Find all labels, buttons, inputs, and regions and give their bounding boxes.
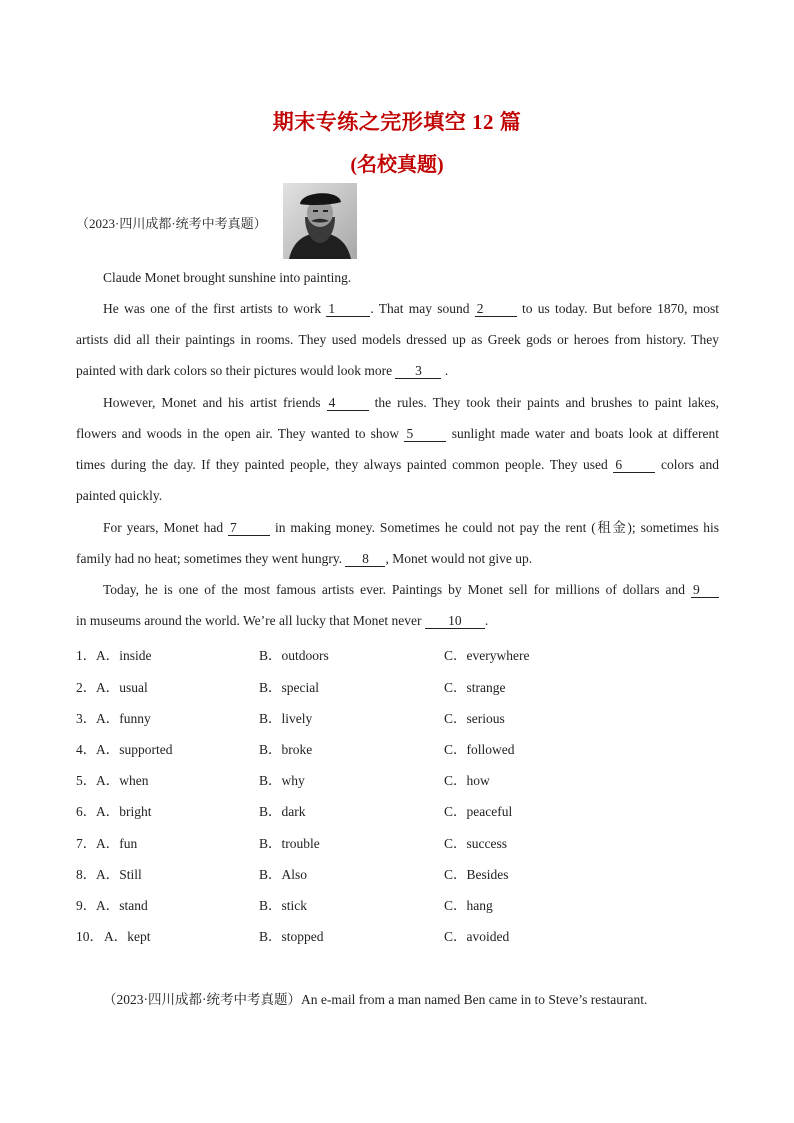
option-a[interactable]: A．inside: [96, 648, 152, 663]
passage-text: .: [444, 363, 449, 378]
option-c[interactable]: C．avoided: [444, 929, 510, 944]
passage-text: flowers and woods in the open air. They wanted to show: [76, 426, 400, 441]
page-subtitle: (名校真题): [350, 154, 444, 176]
blank-2: 2: [475, 301, 517, 317]
option-b[interactable]: B．broke: [259, 742, 313, 757]
question-number: 2．: [76, 680, 97, 695]
blank-7: 7: [228, 520, 270, 536]
passage-line: [76, 574, 719, 605]
option-c[interactable]: C．success: [444, 836, 507, 851]
passage-line: Claude Monet brought sunshine into painting.: [103, 270, 352, 285]
passage-paragraph-4: [76, 574, 719, 636]
option-b[interactable]: B．stopped: [259, 929, 324, 944]
option-c[interactable]: C．strange: [444, 680, 506, 695]
option-c[interactable]: C．Besides: [444, 867, 509, 882]
passage-line: [76, 543, 719, 574]
blank-9: 9: [691, 582, 719, 598]
passage-text: , Monet would not give up.: [385, 551, 533, 566]
passage-text: .: [484, 613, 489, 628]
passage-text: painted with dark colors so their pictures would look more: [76, 363, 393, 378]
passage-line: painted quickly.: [76, 488, 163, 503]
option-b[interactable]: B．stick: [259, 898, 308, 913]
option-b[interactable]: B．outdoors: [259, 648, 329, 663]
option-row: [76, 800, 776, 820]
monet-portrait-image: [283, 183, 357, 259]
option-c[interactable]: C．everywhere: [444, 648, 530, 663]
passage-line: [76, 605, 719, 636]
option-row: [76, 832, 776, 852]
passage-text: in museums around the world. We’re all lucky that Monet never: [76, 613, 422, 628]
option-a[interactable]: A．Still: [96, 867, 142, 882]
blank-1: 1: [326, 301, 370, 317]
option-a[interactable]: A．kept: [104, 929, 151, 944]
passage-text: to us today. But before 1870, most: [521, 301, 720, 316]
blank-10: 10: [425, 613, 485, 629]
option-row: [76, 707, 776, 727]
passage-text: times during the day. If they painted people, they always painted common people. They used: [76, 457, 608, 472]
blank-5: 5: [404, 426, 446, 442]
passage-line: [76, 512, 719, 543]
passage-line: artists did all their paintings in rooms. They used models dressed up as Greek gods or heroes from history. They: [76, 332, 719, 347]
passage-text: However, Monet and his artist friends: [103, 395, 321, 410]
blank-3: 3: [395, 363, 441, 379]
passage-text: For years, Monet had: [103, 520, 224, 535]
question-number: 7．: [76, 836, 97, 851]
option-a[interactable]: A．bright: [96, 804, 152, 819]
passage-text: sunlight made water and boats look at different: [451, 426, 720, 441]
passage-text: the rules. They took their paints and brushes to paint lakes,: [374, 395, 719, 410]
blank-4: 4: [327, 395, 369, 411]
option-c[interactable]: C．serious: [444, 711, 505, 726]
passage-paragraph-0: [76, 262, 719, 293]
question-number: 3．: [76, 711, 97, 726]
passage-text: colors and: [660, 457, 720, 472]
page-title: 期末专练之完形填空 12 篇: [272, 110, 522, 134]
option-c[interactable]: C．peaceful: [444, 804, 513, 819]
passage-paragraph-2: [76, 387, 719, 511]
option-b[interactable]: B．trouble: [259, 836, 320, 851]
question-number: 6．: [76, 804, 97, 819]
question-number: 8．: [76, 867, 97, 882]
question-number: 9．: [76, 898, 97, 913]
passage-text: . That may sound: [370, 301, 470, 316]
option-a[interactable]: A．usual: [96, 680, 148, 695]
question-number: 10．: [76, 929, 103, 944]
option-row: [76, 644, 776, 664]
passage-line: [76, 418, 719, 449]
option-a[interactable]: A．when: [96, 773, 149, 788]
passage-line: [76, 387, 719, 418]
passage-line: [76, 293, 719, 324]
option-row: [76, 769, 776, 789]
passage-text: He was one of the first artists to work: [103, 301, 322, 316]
passage-text: in making money. Sometimes he could not pay the rent (租金); sometimes his: [274, 520, 720, 535]
option-row: [76, 738, 776, 758]
option-b[interactable]: B．dark: [259, 804, 306, 819]
passage-text: family had no heat; sometimes they went hungry.: [76, 551, 343, 566]
option-b[interactable]: B．special: [259, 680, 319, 695]
question-number: 4．: [76, 742, 97, 757]
option-row: [76, 925, 776, 945]
option-b[interactable]: B．lively: [259, 711, 313, 726]
option-b[interactable]: B．Also: [259, 867, 308, 882]
next-passage-intro: （2023·四川成都·统考中考真题）An e-mail from a man named Ben came in to Steve’s restaurant.: [103, 992, 648, 1007]
passage-line: [76, 449, 719, 480]
passage-paragraph-3: [76, 512, 719, 574]
option-row: [76, 863, 776, 883]
passage-text: Today, he is one of the most famous artists ever. Paintings by Monet sell for millions of dollars and: [103, 582, 686, 597]
question-number: 5．: [76, 773, 97, 788]
passage-paragraph-1: [76, 293, 719, 386]
option-a[interactable]: A．supported: [96, 742, 173, 757]
option-a[interactable]: A．stand: [96, 898, 148, 913]
blank-8: 8: [345, 551, 385, 567]
option-b[interactable]: B．why: [259, 773, 305, 788]
option-c[interactable]: C．hang: [444, 898, 493, 913]
question-number: 1．: [76, 648, 97, 663]
option-c[interactable]: C．followed: [444, 742, 515, 757]
blank-6: 6: [613, 457, 655, 473]
option-a[interactable]: A．fun: [96, 836, 138, 851]
option-row: [76, 676, 776, 696]
source-label: （2023·四川成都·统考中考真题）: [76, 216, 267, 231]
option-row: [76, 894, 776, 914]
option-a[interactable]: A．funny: [96, 711, 151, 726]
option-c[interactable]: C．how: [444, 773, 490, 788]
passage-line: [76, 355, 719, 386]
